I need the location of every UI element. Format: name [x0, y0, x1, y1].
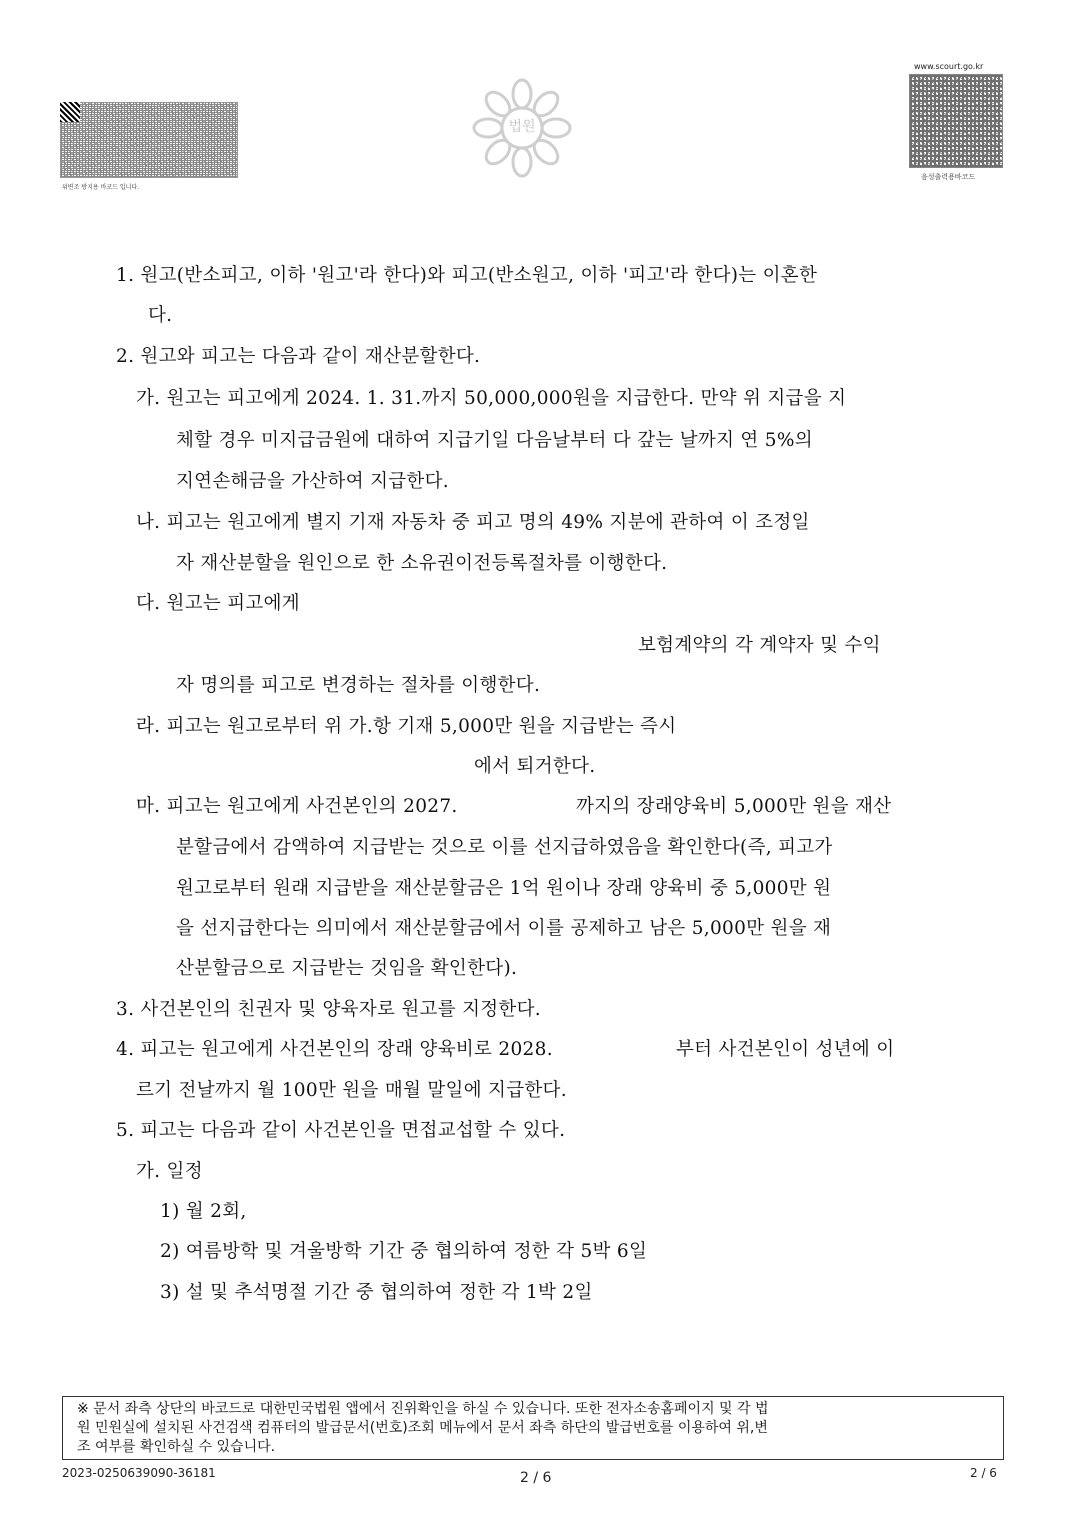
notice-line-3: 조 여부를 확인하실 수 있습니다. [77, 1439, 276, 1455]
schedule-item-1: 1) 월 2회, [160, 1201, 247, 1222]
clause-2-ma-line-4: 을 선지급한다는 의미에서 재산분할금에서 이를 공제하고 남은 5,000만 원을 재 [176, 918, 832, 939]
clause-1-line-2: 다. [148, 305, 173, 326]
clause-2-ra-line-2: 에서 퇴거한다. [474, 756, 596, 777]
qr-caption: 음성출력용바코드 [921, 173, 976, 181]
clause-2-ma-line-1a: 마. 피고는 원고에게 사건본인의 2027. [136, 796, 458, 817]
issue-number: 2023-0250639090-36181 [62, 1466, 216, 1480]
clause-2-ga-line-1: 가. 원고는 피고에게 2024. 1. 31.까지 50,000,000원을 지급한다. 만약 위 지급을 지 [136, 388, 847, 409]
clause-5-heading: 5. 피고는 다음과 같이 사건본인을 면접교섭할 수 있다. [116, 1120, 566, 1141]
court-seal-icon [470, 76, 574, 180]
clause-3: 3. 사건본인의 친권자 및 양육자로 원고를 지정한다. [116, 999, 541, 1020]
clause-2-da-line-1: 다. 원고는 피고에게 [136, 593, 300, 614]
clause-2-ma-line-3: 원고로부터 원래 지급받을 재산분할금은 1억 원이나 장래 양육비 중 5,000만 원 [176, 878, 832, 899]
clause-2-da-line-3: 자 명의를 피고로 변경하는 절차를 이행한다. [176, 675, 541, 696]
clause-5-ga: 가. 일정 [136, 1161, 203, 1182]
clause-2-ra-line-1: 라. 피고는 원고로부터 위 가.항 기재 5,000만 원을 지급받는 즉시 [136, 716, 677, 737]
clause-2-ga-line-2: 체할 경우 미지급금원에 대하여 지급기일 다음날부터 다 갚는 날까지 연 5%의 [176, 430, 813, 451]
qr-url: www.scourt.go.kr [914, 62, 984, 71]
audio-output-qr-code [909, 74, 1003, 168]
seal-text: 법원 [508, 119, 536, 135]
clause-4-line-1b: 부터 사건본인이 성년에 이 [676, 1039, 895, 1060]
barcode-corner-mark [60, 102, 80, 122]
page-number-right: 2 / 6 [970, 1466, 997, 1480]
page-number-center: 2 / 6 [520, 1470, 552, 1486]
schedule-item-2: 2) 여름방학 및 겨울방학 기간 중 협의하여 정한 각 5박 6일 [160, 1241, 648, 1262]
clause-2-ma-line-5: 산분할금으로 지급받는 것임을 확인한다). [176, 958, 518, 979]
schedule-item-3: 3) 설 및 추석명절 기간 중 협의하여 정한 각 1박 2일 [160, 1282, 593, 1303]
clause-2-ma-line-1b: 까지의 장래양육비 5,000만 원을 재산 [576, 796, 892, 817]
barcode-caption: 위변조 방지용 바코드 입니다. [62, 184, 140, 191]
clause-2-da-line-2: 보험계약의 각 계약자 및 수익 [638, 635, 881, 656]
clause-2-ma-line-2: 분할금에서 감액하여 지급받는 것으로 이를 선지급하였음을 확인한다(즉, 피고가 [176, 837, 833, 858]
clause-2-na-line-2: 자 재산분할을 원인으로 한 소유권이전등록절차를 이행한다. [176, 553, 668, 574]
verification-notice-box [62, 1396, 1004, 1460]
clause-1-line-1: 1. 원고(반소피고, 이하 '원고'라 한다)와 피고(반소원고, 이하 '피고'라 한다)는 이혼한 [116, 265, 818, 286]
clause-2-na-line-1: 나. 피고는 원고에게 별지 기재 자동차 중 피고 명의 49% 지분에 관하여 이 조정일 [136, 512, 810, 533]
clause-4-line-1a: 4. 피고는 원고에게 사건본인의 장래 양육비로 2028. [116, 1039, 553, 1060]
clause-2-ga-line-3: 지연손해금을 가산하여 지급한다. [176, 471, 449, 492]
clause-2-heading: 2. 원고와 피고는 다음과 같이 재산분할한다. [116, 346, 481, 367]
notice-line-2: 원 민원실에 설치된 사건검색 컴퓨터의 발급문서(번호)조회 메뉴에서 문서 좌측 하단의 발급번호를 이용하여 위,변 [77, 1420, 768, 1436]
barcode-pattern [60, 102, 238, 178]
anti-forgery-barcode [60, 102, 238, 178]
notice-line-1: ※ 문서 좌측 상단의 바코드로 대한민국법원 앱에서 진위확인을 하실 수 있습니다. 또한 전자소송홈페이지 및 각 법 [77, 1401, 769, 1417]
clause-4-line-2: 르기 전날까지 월 100만 원을 매월 말일에 지급한다. [136, 1080, 567, 1101]
